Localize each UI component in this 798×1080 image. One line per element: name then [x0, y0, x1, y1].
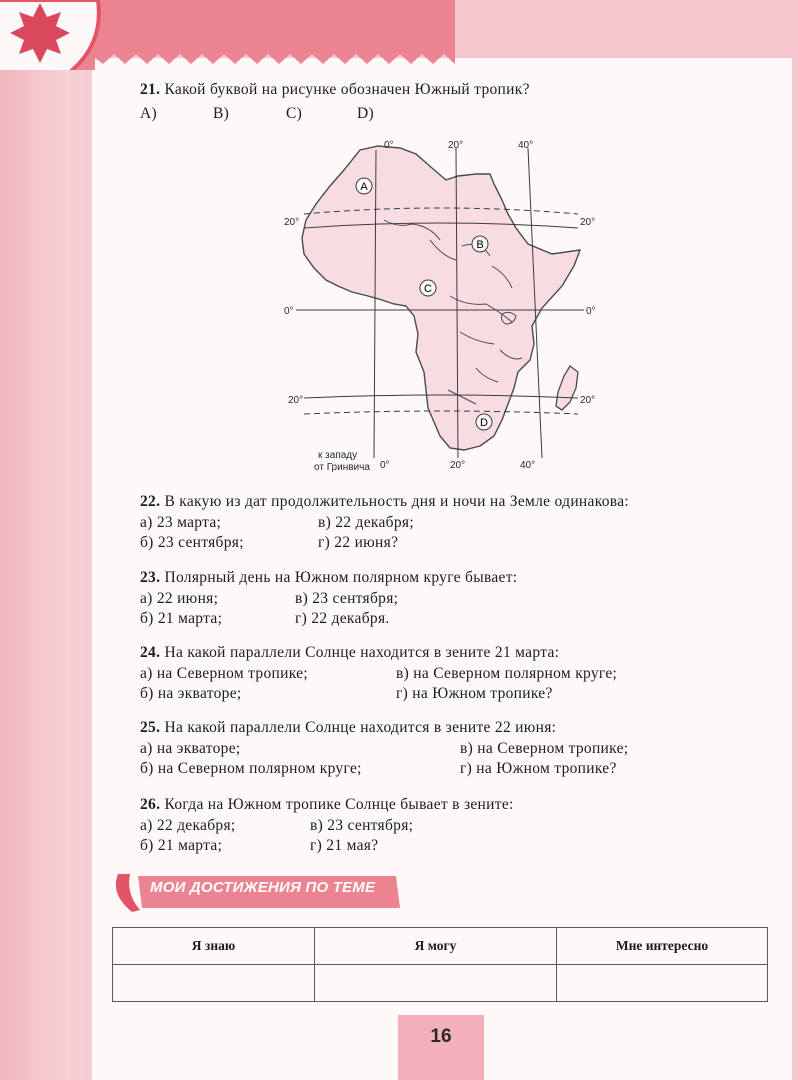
q25-option-g: г) на Южном тропике? — [460, 760, 617, 777]
page-number: 16 — [398, 1015, 484, 1080]
west-note-line1: к западу — [318, 450, 358, 461]
q21-option-c: C) — [286, 105, 303, 122]
left-label-20n: 20° — [284, 217, 300, 228]
question-25-text: 25. На какой параллели Солнце находится в зените 22 июня: — [140, 719, 557, 736]
marker-b-label: B — [476, 239, 484, 251]
top-label-20: 20° — [448, 140, 464, 151]
q23-option-v: в) 23 сентября; — [295, 590, 399, 607]
q24-option-v: в) на Северном полярном круге; — [396, 665, 618, 682]
question-26-text: 26. Когда на Южном тропике Солнце бывает в зените: — [140, 796, 514, 813]
marker-c-label: C — [424, 283, 432, 295]
africa-map — [280, 136, 602, 476]
q25-option-b: б) на Северном полярном круге; — [140, 760, 362, 777]
left-label-20s: 20° — [288, 395, 304, 406]
q22-option-b: б) 23 сентября; — [140, 534, 244, 551]
madagascar-outline — [556, 366, 578, 410]
cell-interesting[interactable] — [557, 965, 768, 1002]
achievements-title: МОИ ДОСТИЖЕНИЯ ПО ТЕМЕ — [150, 879, 376, 896]
africa-outline — [302, 146, 580, 450]
question-22-text: 22. В какую из дат продолжительность дня и ночи на Земле одинакова: — [140, 493, 629, 510]
question-23-text: 23. Полярный день на Южном полярном круге бывает: — [140, 569, 518, 586]
marker-a-label: A — [360, 181, 368, 193]
q24-option-a: а) на Северном тропике; — [140, 665, 308, 682]
q21-option-a: A) — [140, 105, 157, 122]
q24-option-g: г) на Южном тропике? — [396, 685, 553, 702]
west-note-line2: от Гринвича — [314, 462, 370, 473]
q26-option-b: б) 21 марта; — [140, 837, 223, 854]
col-header-interesting: Мне интересно — [557, 928, 768, 965]
q23-option-g: г) 22 декабря. — [295, 610, 390, 627]
top-label-40: 40° — [518, 140, 534, 151]
star-icon — [10, 3, 70, 63]
question-21-text: 21. Какой буквой на рисунке обозначен Южный тропик? — [140, 81, 530, 98]
q26-option-v: в) 23 сентября; — [310, 817, 414, 834]
achievements-table — [112, 927, 768, 1002]
table-row — [113, 965, 768, 1002]
q26-option-a: а) 22 декабря; — [140, 817, 236, 834]
col-header-know: Я знаю — [113, 928, 315, 965]
africa-map-svg — [280, 136, 602, 476]
col-header-can: Я могу — [315, 928, 557, 965]
table-header-row — [113, 928, 768, 965]
right-label-20s: 20° — [580, 395, 596, 406]
bottom-label-20: 20° — [450, 460, 466, 471]
header-decoration — [0, 0, 798, 70]
marker-d-label: D — [480, 417, 488, 429]
q22-option-a: а) 23 марта; — [140, 514, 222, 531]
cell-can[interactable] — [315, 965, 557, 1002]
bottom-label-40: 40° — [520, 460, 536, 471]
q21-option-b: B) — [213, 105, 230, 122]
bottom-label-0: 0° — [380, 460, 390, 471]
question-24-text: 24. На какой параллели Солнце находится в зените 21 марта: — [140, 644, 560, 661]
right-label-20n: 20° — [580, 217, 596, 228]
q22-option-v: в) 22 декабря; — [318, 514, 414, 531]
right-label-0: 0° — [586, 306, 596, 317]
left-label-0: 0° — [284, 306, 294, 317]
q23-option-a: а) 22 июня; — [140, 590, 219, 607]
q22-option-g: г) 22 июня? — [318, 534, 399, 551]
q26-option-g: г) 21 мая? — [310, 837, 379, 854]
q25-option-v: в) на Северном тропике; — [460, 740, 629, 757]
top-label-0: 0° — [384, 140, 394, 151]
q24-option-b: б) на экваторе; — [140, 685, 242, 702]
q21-option-d: D) — [357, 105, 374, 122]
q23-option-b: б) 21 марта; — [140, 610, 223, 627]
cell-know[interactable] — [113, 965, 315, 1002]
q25-option-a: а) на экваторе; — [140, 740, 241, 757]
